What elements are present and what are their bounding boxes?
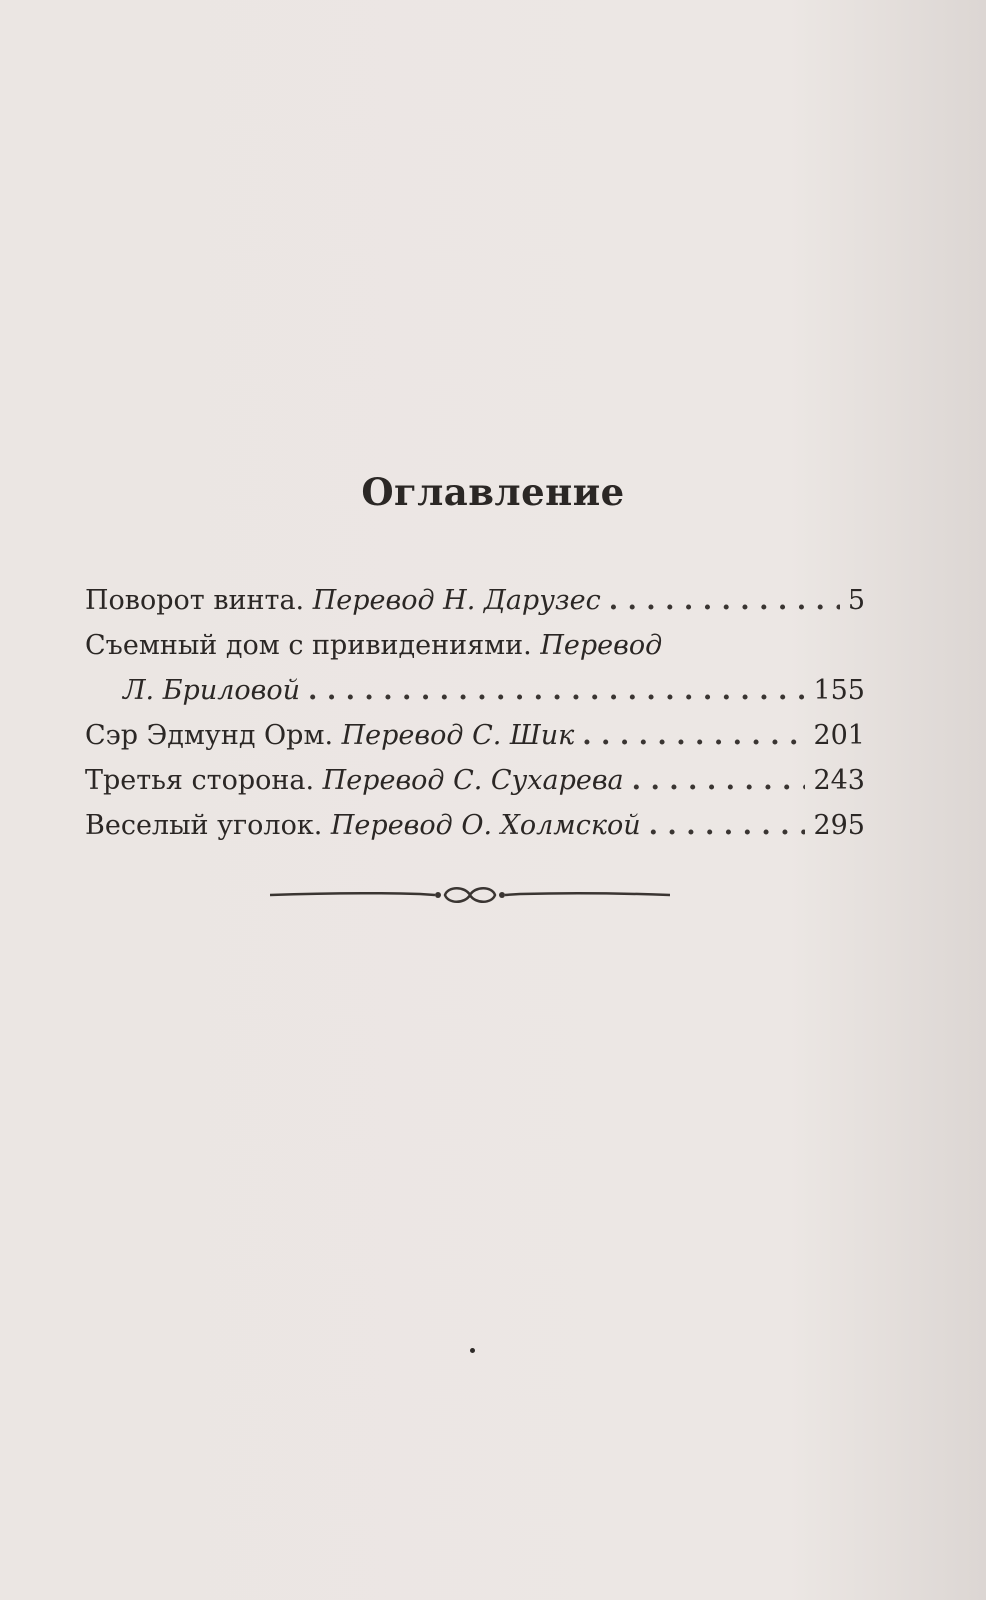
entry-title: Веселый уголок. xyxy=(85,810,323,841)
entry-translator: Перевод О. Холмской xyxy=(330,810,641,841)
entry-translator: Перевод С. Сухарева xyxy=(322,765,624,796)
entry-page: 5 xyxy=(847,585,865,616)
toc-entry-continuation[interactable] xyxy=(85,668,865,713)
ornament-divider-icon xyxy=(270,880,670,910)
entry-page: 243 xyxy=(813,765,865,796)
dot-leader xyxy=(308,668,805,713)
entry-title: Поворот винта. xyxy=(85,585,305,616)
dot-leader xyxy=(632,758,806,803)
entry-page: 201 xyxy=(813,720,865,751)
entry-title: Третья сторона. xyxy=(85,765,315,796)
entry-translator: Перевод С. Шик xyxy=(341,720,575,751)
toc-entry[interactable] xyxy=(85,803,865,848)
entry-page: 295 xyxy=(813,810,865,841)
table-of-contents xyxy=(85,578,865,848)
dot-leader xyxy=(609,578,840,623)
entry-title: Сэр Эдмунд Орм. xyxy=(85,720,334,751)
entry-translator: Перевод xyxy=(540,630,663,661)
toc-entry[interactable] xyxy=(85,623,865,668)
dot-leader xyxy=(649,803,806,848)
entry-page: 155 xyxy=(813,675,865,706)
entry-translator: Л. Бриловой xyxy=(123,675,301,706)
toc-entry[interactable] xyxy=(85,758,865,803)
dot-leader xyxy=(582,713,805,758)
toc-entry[interactable] xyxy=(85,713,865,758)
toc-entry[interactable] xyxy=(85,578,865,623)
page-mark xyxy=(470,1348,475,1353)
toc-heading: Оглавление xyxy=(361,470,625,514)
entry-translator: Перевод Н. Дарузес xyxy=(312,585,601,616)
entry-title: Съемный дом с привидениями. xyxy=(85,630,532,661)
